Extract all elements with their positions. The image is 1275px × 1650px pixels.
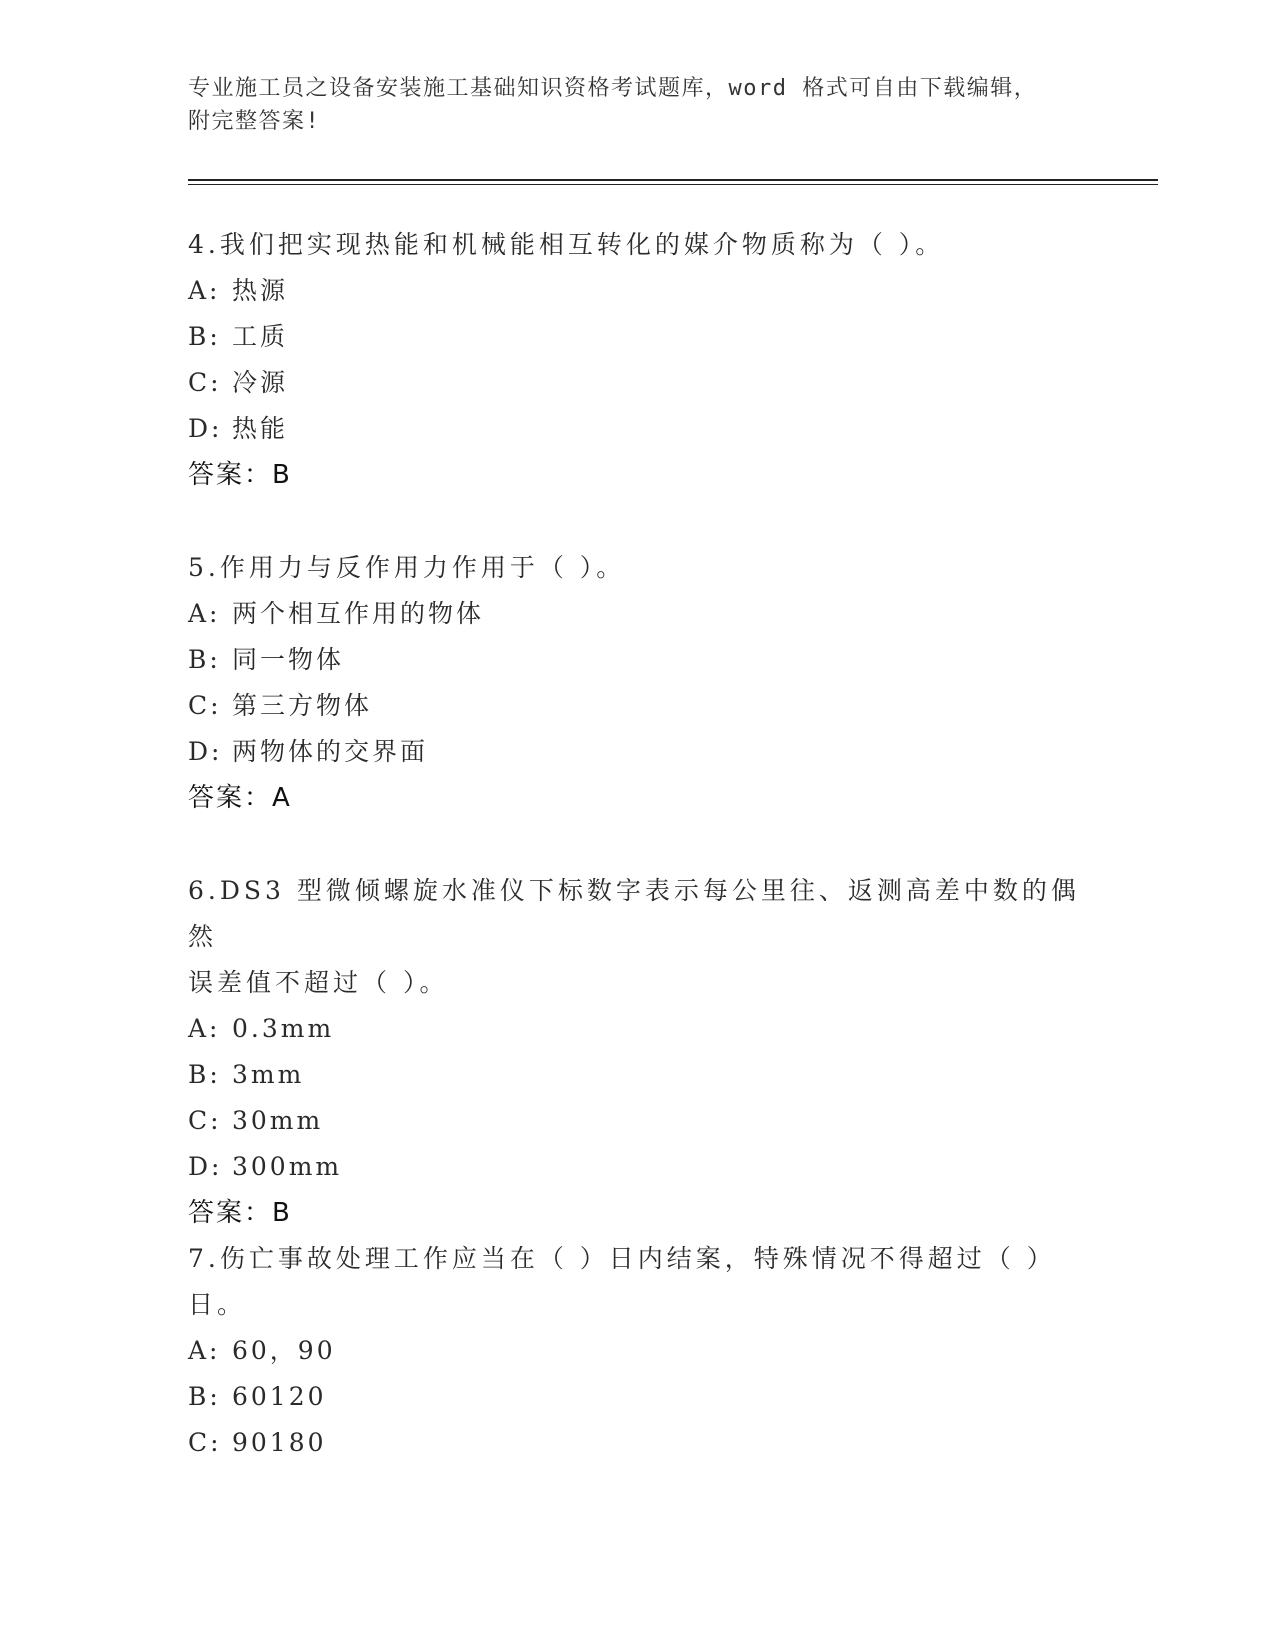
question-7: [188, 1236, 1088, 1466]
option-key: A:: [188, 599, 221, 628]
question-stem: 4.我们把实现热能和机械能相互转化的媒介物质称为（ ）。: [188, 230, 945, 259]
option-a: [188, 1328, 1088, 1374]
answer-line: 答案：B: [188, 1198, 292, 1228]
option-key: B:: [188, 1060, 221, 1089]
question-stem-continued: 日。: [188, 1290, 247, 1319]
option-key: D:: [188, 1152, 223, 1181]
option-key: C:: [188, 691, 222, 720]
option-key: D:: [188, 737, 223, 766]
option-b: [188, 314, 1088, 360]
option-c: [188, 360, 1088, 406]
option-key: B:: [188, 1382, 221, 1411]
question-6: [188, 868, 1088, 1236]
question-stem: 5.作用力与反作用力作用于（ ）。: [188, 553, 626, 582]
option-c: [188, 1098, 1088, 1144]
option-text: 工质: [232, 322, 289, 351]
option-a: [188, 591, 1088, 637]
question-stem-continued: 误差值不超过（ ）。: [188, 968, 449, 997]
option-key: A:: [188, 276, 221, 305]
option-a: [188, 1006, 1088, 1052]
option-key: C:: [188, 368, 222, 397]
option-d: [188, 729, 1088, 775]
option-d: [188, 1144, 1088, 1190]
question-5: [188, 545, 1088, 821]
option-text: 热能: [232, 414, 289, 443]
document-header: [188, 72, 1088, 138]
header-divider-thick: [188, 179, 1158, 181]
option-key: C:: [188, 1106, 222, 1135]
option-key: A:: [188, 1336, 221, 1365]
option-c: [188, 683, 1088, 729]
option-text: 第三方物体: [232, 691, 373, 720]
option-text: 同一物体: [232, 645, 345, 674]
option-key: D:: [188, 414, 223, 443]
option-text: 90180: [232, 1428, 327, 1457]
option-text: 60，90: [232, 1336, 336, 1365]
option-text: 两个相互作用的物体: [232, 599, 485, 628]
option-text: 3mm: [232, 1060, 305, 1089]
question-4: [188, 222, 1088, 498]
option-d: [188, 406, 1088, 452]
option-text: 60120: [232, 1382, 327, 1411]
header-divider-thin: [188, 184, 1158, 185]
option-text: 0.3mm: [232, 1014, 335, 1043]
option-key: A:: [188, 1014, 221, 1043]
option-b: [188, 1374, 1088, 1420]
header-line-1: 专业施工员之设备安装施工基础知识资格考试题库，word 格式可自由下载编辑，: [188, 76, 1038, 101]
option-key: B:: [188, 645, 221, 674]
option-c: [188, 1420, 1088, 1466]
header-line-2: 附完整答案!: [188, 109, 321, 134]
option-b: [188, 1052, 1088, 1098]
option-text: 300mm: [232, 1152, 343, 1181]
option-text: 两物体的交界面: [232, 737, 429, 766]
answer-line: 答案：B: [188, 460, 292, 490]
option-text: 冷源: [232, 368, 289, 397]
option-b: [188, 637, 1088, 683]
option-text: 30mm: [232, 1106, 324, 1135]
answer-line: 答案：A: [188, 783, 292, 813]
option-a: [188, 268, 1088, 314]
option-key: B:: [188, 322, 221, 351]
question-stem: 7.伤亡事故处理工作应当在（ ）日内结案，特殊情况不得超过（ ）: [188, 1244, 1056, 1273]
option-text: 热源: [232, 276, 289, 305]
option-key: C:: [188, 1428, 222, 1457]
question-stem: 6.DS3 型微倾螺旋水准仪下标数字表示每公里往、返测高差中数的偶然: [188, 876, 1080, 951]
